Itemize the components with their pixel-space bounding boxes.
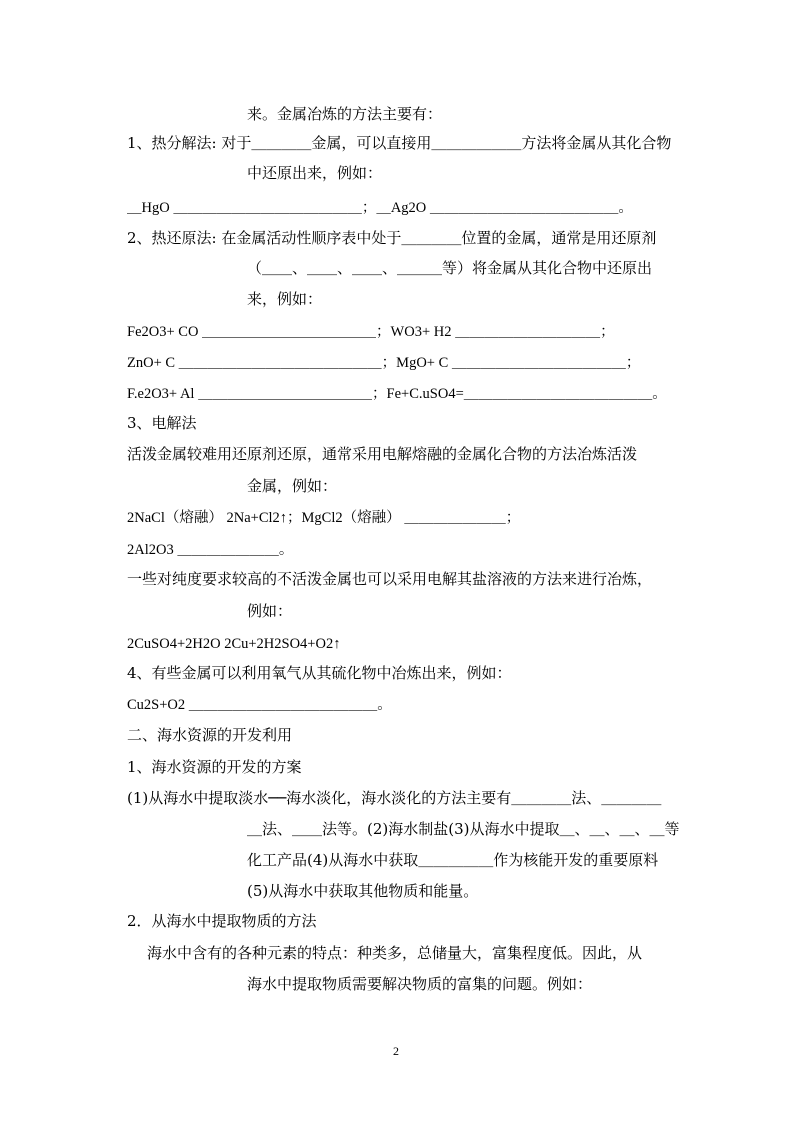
heading-sulfide-smelting: 4、有些金属可以利用氧气从其硫化物中冶炼出来，例如：: [127, 664, 512, 682]
text-line: 化工产品(4)从海水中获取＿＿＿＿＿作为核能开发的重要原料: [247, 851, 659, 869]
equation-line: ZnO+ C ＿＿＿＿＿＿＿＿＿＿＿＿＿＿；MgO+ C ＿＿＿＿＿＿＿＿＿＿＿＿；: [127, 355, 641, 371]
text-line: 来，例如：: [247, 290, 323, 308]
heading-thermal-decomposition: 1、热分解法: 对于＿＿＿＿金属，可以直接用＿＿＿＿＿＿方法将金属从其化合物: [127, 134, 672, 152]
heading-seawater-plan: 1、海水资源的开发的方案: [127, 758, 302, 776]
text-line: （＿＿、＿＿、＿＿、＿＿＿等）将金属从其化合物中还原出: [247, 259, 653, 277]
equation-line: 2Al2O3 ＿＿＿＿＿＿＿。: [127, 542, 294, 558]
text-line: 海水中提取物质需要解决物质的富集的问题。例如：: [247, 975, 593, 993]
equation-line: Cu2S+O2 ＿＿＿＿＿＿＿＿＿＿＿＿＿。: [127, 697, 392, 713]
text-line: (5)从海水中获取其他物质和能量。: [247, 882, 479, 900]
equation-line: Fe2O3+ CO ＿＿＿＿＿＿＿＿＿＿＿＿；WO3+ H2 ＿＿＿＿＿＿＿＿＿＿；: [127, 324, 615, 340]
text-line: 来。金属冶炼的方法主要有：: [247, 105, 443, 123]
text-line: (1)从海水中提取淡水──海水淡化，海水淡化的方法主要有＿＿＿＿法、＿＿＿＿: [127, 789, 662, 807]
equation-line: ＿HgO ＿＿＿＿＿＿＿＿＿＿＿＿＿；＿Ag2O ＿＿＿＿＿＿＿＿＿＿＿＿＿。: [127, 200, 633, 216]
text-line: 中还原出来，例如：: [247, 164, 383, 182]
equation-line: 2CuSO4+2H2O 2Cu+2H2SO4+O2↑: [127, 636, 341, 652]
equation-line: F.e2O3+ Al ＿＿＿＿＿＿＿＿＿＿＿＿；Fe+C.uSO4=＿＿＿＿＿＿＿＿＿＿＿＿＿。: [127, 386, 667, 402]
text-line: 例如：: [247, 602, 293, 620]
page-number: 2: [393, 1044, 399, 1058]
heading-extraction-methods: 2．从海水中提取物质的方法: [127, 912, 317, 930]
text-line: 活泼金属较难用还原剂还原，通常采用电解熔融的金属化合物的方法冶炼活泼: [127, 445, 638, 463]
equation-line: 2NaCl（熔融） 2Na+Cl2↑；MgCl2（熔融） ＿＿＿＿＿＿＿；: [127, 510, 521, 526]
text-line: 海水中含有的各种元素的特点：种类多，总储量大，富集程度低。因此，从: [147, 944, 643, 962]
text-line: ＿法、＿＿法等。(2)海水制盐(3)从海水中提取＿、＿、＿、＿等: [247, 820, 680, 838]
text-line: 金属，例如：: [247, 477, 338, 495]
heading-thermal-reduction: 2、热还原法: 在金属活动性顺序表中处于＿＿＿＿位置的金属，通常是用还原剂: [127, 229, 657, 247]
section-heading-seawater: 二、海水资源的开发利用: [127, 726, 293, 744]
heading-electrolysis: 3、电解法: [127, 414, 197, 432]
text-line: 一些对纯度要求较高的不活泼金属也可以采用电解其盐溶液的方法来进行冶炼，: [127, 570, 653, 588]
